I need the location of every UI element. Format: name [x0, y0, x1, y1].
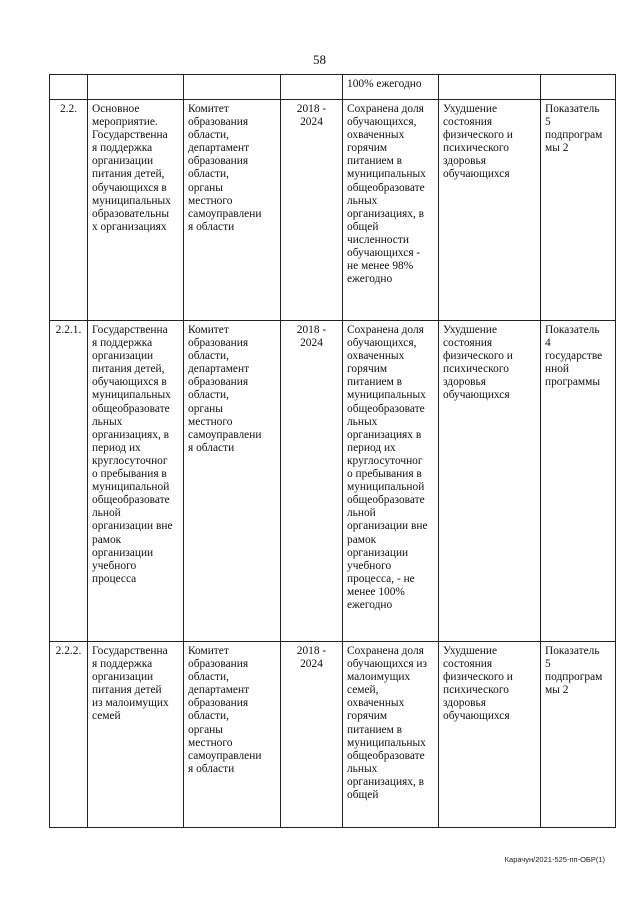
- cell-indicator: Показатель 4 государстве нной программы: [541, 321, 616, 642]
- cell-executor: [184, 75, 281, 100]
- cell-name: Основное мероприятие. Государственна я поддержка организации питания детей, обучающихся в муниципальных образовательны х организациях: [88, 100, 184, 321]
- cell-period: [281, 75, 343, 100]
- cell-name: Государственна я поддержка организации питания детей из малоимущих семей: [88, 642, 184, 828]
- cell-indicator: [541, 75, 616, 100]
- cell-result: 100% ежегодно: [343, 75, 439, 100]
- table-row: [50, 100, 616, 321]
- cell-result: Сохранена доля обучающихся из малоимущих семей, охваченных горячим питанием в муниципальных общеобразовате льных организациях, в общей: [343, 642, 439, 828]
- cell-indicator: Показатель 5 подпрограм мы 2: [541, 100, 616, 321]
- cell-result: Сохранена доля обучающихся, охваченных горячим питанием в муниципальных общеобразовате льных организациях, в общей численности обучающихся - не менее 98% ежегодно: [343, 100, 439, 321]
- cell-num: 2.2.2.: [50, 642, 88, 828]
- cell-num: 2.2.: [50, 100, 88, 321]
- cell-consequence: Ухудшение состояния физического и психического здоровья обучающихся: [439, 642, 541, 828]
- measures-table: [49, 74, 616, 828]
- page-number: 58: [313, 52, 326, 67]
- cell-name: [88, 75, 184, 100]
- cell-num: 2.2.1.: [50, 321, 88, 642]
- cell-executor: Комитет образования области, департамент образования области, органы местного самоуправлени я области: [184, 642, 281, 828]
- cell-executor: Комитет образования области, департамент образования области, органы местного самоуправлени я области: [184, 321, 281, 642]
- cell-name: Государственна я поддержка организации питания детей, обучающихся в муниципальных общеобразовате льных организациях, в период их круглосуточног о пребывания в муниципальной общеобразовате льной организации вне рамок организации учебного процесса: [88, 321, 184, 642]
- cell-num: [50, 75, 88, 100]
- cell-consequence: Ухудшение состояния физического и психического здоровья обучающихся: [439, 100, 541, 321]
- table-row: [50, 642, 616, 828]
- cell-executor: Комитет образования области, департамент образования области, органы местного самоуправлени я области: [184, 100, 281, 321]
- cell-period: 2018 - 2024: [281, 321, 343, 642]
- cell-result: Сохранена доля обучающихся, охваченных горячим питанием в муниципальных общеобразовате льных организациях в период их круглосуточног о пребывания в муниципальной общеобразовате льной организации вне рамок организации учебного процесса, - не менее 100% ежегодно: [343, 321, 439, 642]
- table-row: [50, 75, 616, 100]
- cell-period: 2018 - 2024: [281, 100, 343, 321]
- cell-consequence: Ухудшение состояния физического и психического здоровья обучающихся: [439, 321, 541, 642]
- table-row: [50, 321, 616, 642]
- document-footer: Карачун/2021-525-пп-ОБР(1): [504, 855, 605, 864]
- cell-period: 2018 - 2024: [281, 642, 343, 828]
- cell-consequence: [439, 75, 541, 100]
- cell-indicator: Показатель 5 подпрограм мы 2: [541, 642, 616, 828]
